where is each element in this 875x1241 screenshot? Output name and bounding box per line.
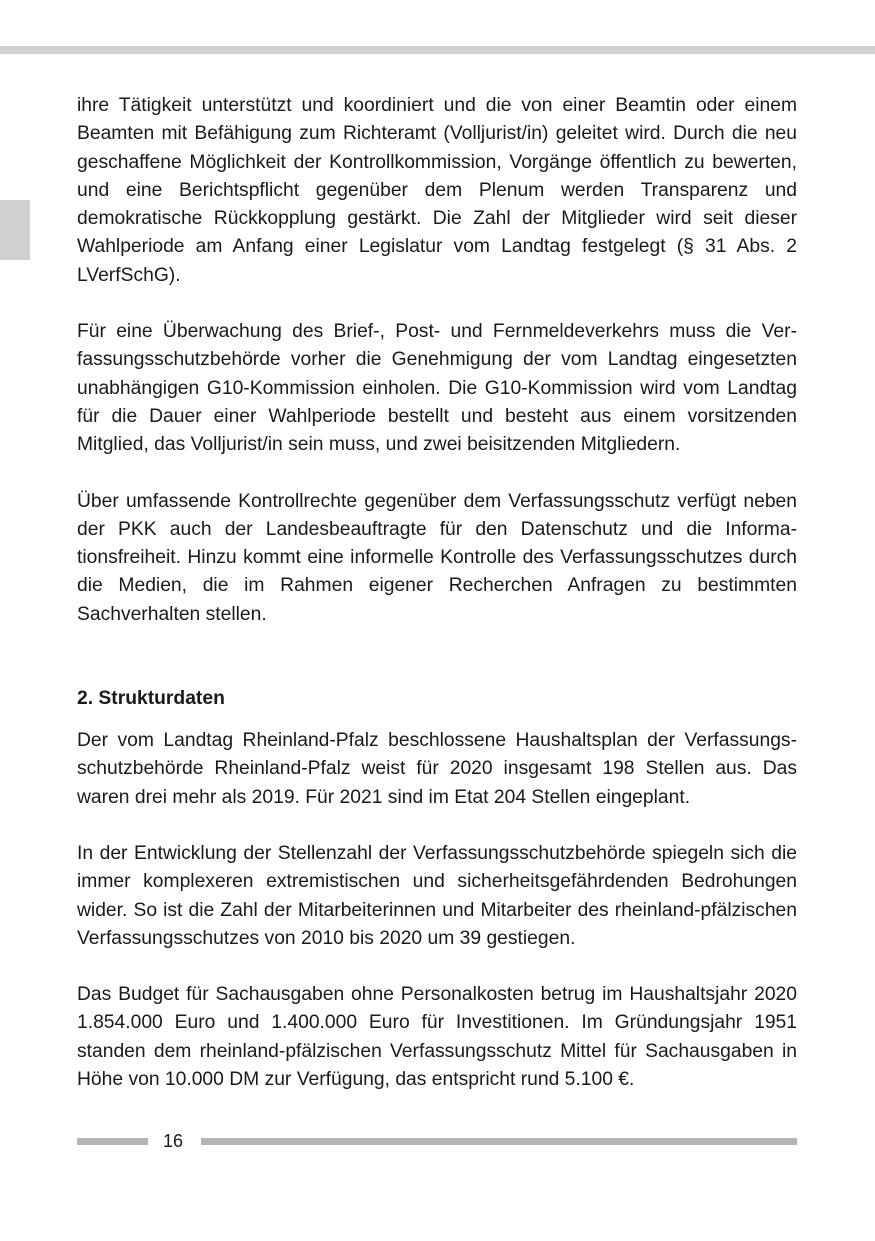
top-rule xyxy=(0,46,875,54)
page-footer xyxy=(77,1130,797,1154)
footer-rule-right xyxy=(201,1138,797,1145)
paragraph-kontrollrechte: Über umfassende Kontrollrechte gegenüber dem Verfassungsschutz verfügt neben der PKK auch der Landesbeauftragte für den Datenschutz und die Informationsfreiheit. Hinzu kommt eine informelle Kontrolle des Verfassungsschutzes durch die Medien, die im Rahmen eigener Recherchen Anfragen zu bestimmten Sachverhalten stellen. xyxy=(77,490,797,625)
side-tab-marker xyxy=(0,200,30,260)
footer-rule-left xyxy=(77,1138,148,1145)
paragraph-kontrollkommission: ihre Tätigkeit unterstützt und koordiniert und die von einer Beamtin oder einem Beamten mit Befähigung zum Richteramt (Volljurist/in) geleitet wird. Durch die neu geschaffene Möglichkeit der Kontrollkommission, Vorgänge öffentlich zu bewerten, und eine Berichtspflicht gegenüber dem Plenum werden Transparenz und demokratische Rückkopplung gestärkt. Die Zahl der Mitglieder wird seit dieser Wahlperiode am Anfang einer Legislatur vom Landtag festgelegt (§ 31 Abs. 2 LVerfSchG). xyxy=(77,95,797,286)
page-body xyxy=(77,92,797,1122)
page-number: 16 xyxy=(163,1131,184,1151)
paragraph-stellenzahl: In der Entwicklung der Stellenzahl der Verfassungsschutzbehörde spiegeln sich die immer komplexeren extremistischen und sicherheitsgefährdenden Bedrohungen wider. So ist die Zahl der Mitarbeiterinnen und Mitarbeiter des rheinland-pfälzischen Verfassungsschutzes von 2010 bis 2020 um 39 gestiegen. xyxy=(77,842,797,949)
paragraph-g10-kommission: Für eine Überwachung des Brief-, Post- und Fernmeldeverkehrs muss die Verfassungsschutzbehörde vorher die Genehmigung der vom Landtag eingesetzten unabhängigen G10-Kommission einholen. Die G10-Kommission wird vom Landtag für die Dauer einer Wahlperiode bestellt und besteht aus einem vorsitzenden Mitglied, das Volljurist/in sein muss, und zwei beisitzenden Mitgliedern. xyxy=(77,321,797,456)
section-heading: 2. Strukturdaten xyxy=(77,688,225,710)
paragraph-budget: Das Budget für Sachausgaben ohne Personalkosten betrug im Haushaltsjahr 2020 1.854.000 Euro und 1.400.000 Euro für Investitionen. Im Gründungsjahr 1951 standen dem rheinland-pfälzischen Verfassungsschutz Mittel für Sachausgaben in Höhe von 10.000 DM zur Verfügung, das entspricht rund 5.100 €. xyxy=(77,984,797,1091)
paragraph-haushaltsplan: Der vom Landtag Rheinland-Pfalz beschlossene Haushaltsplan der Verfassungsschutzbehörde Rheinland-Pfalz weist für 2020 insgesamt 198 Stellen aus. Das waren drei mehr als 2019. Für 2021 sind im Etat 204 Stellen eingeplant. xyxy=(77,730,797,808)
